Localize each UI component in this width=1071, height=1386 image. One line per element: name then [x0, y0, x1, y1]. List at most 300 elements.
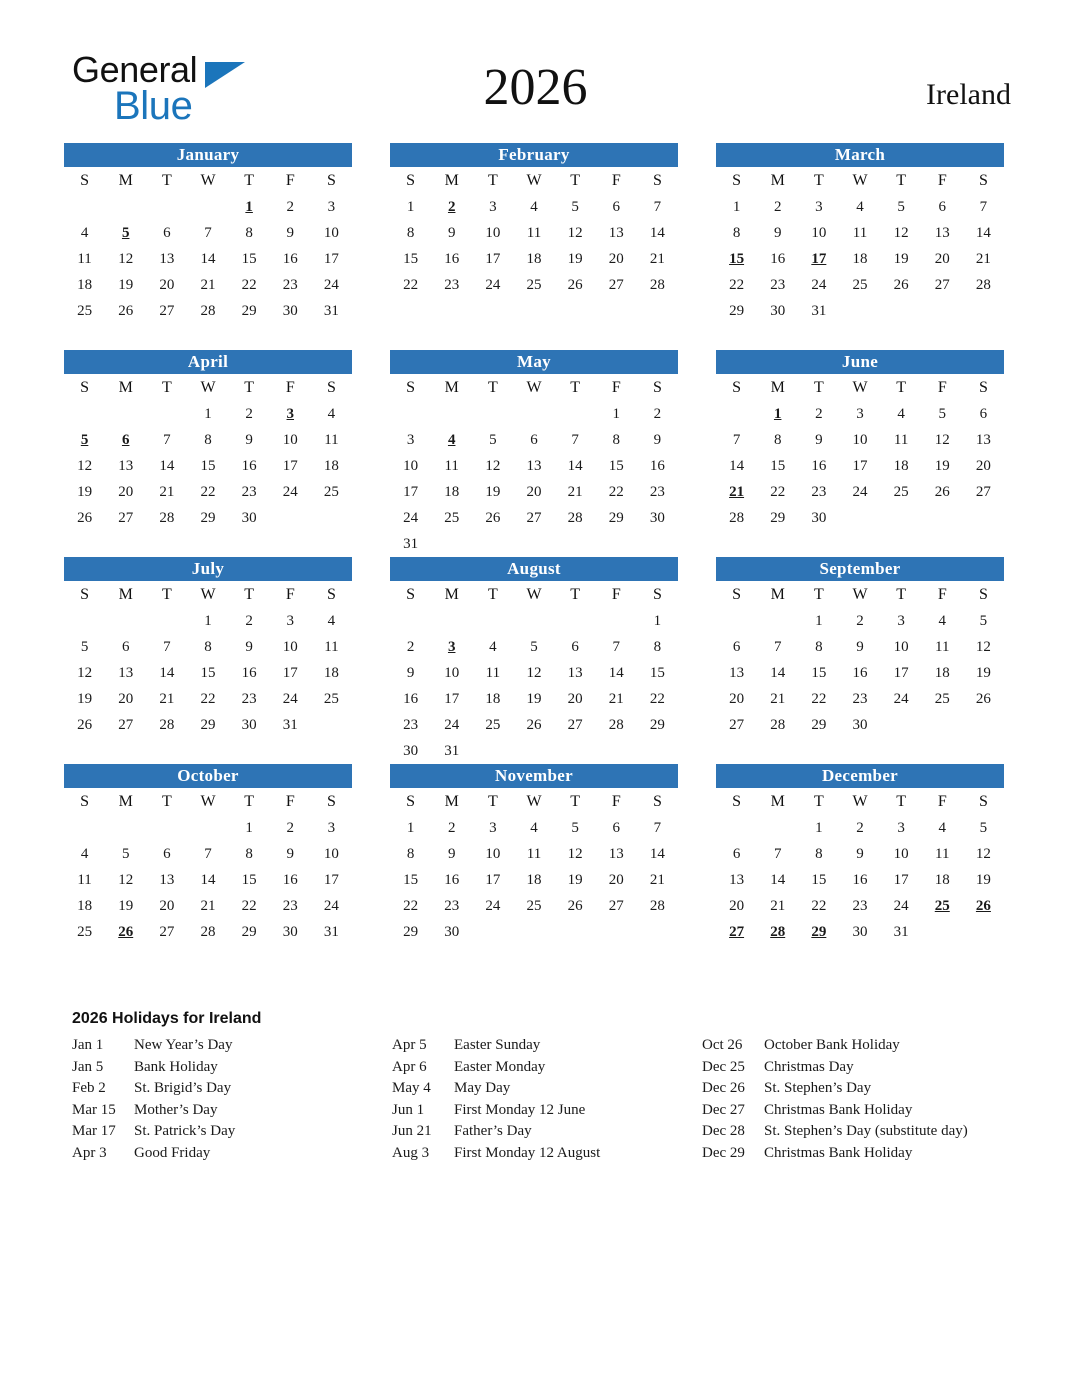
day-cell[interactable]: 19: [118, 897, 134, 914]
day-cell[interactable]: 23: [852, 897, 868, 914]
day-cell[interactable]: 17: [444, 690, 460, 707]
day-cell[interactable]: 20: [526, 483, 542, 500]
day-cell[interactable]: 18: [934, 871, 950, 888]
day-cell[interactable]: 16: [282, 871, 298, 888]
day-cell[interactable]: 20: [975, 457, 991, 474]
day-cell[interactable]: 1: [204, 612, 212, 629]
day-cell[interactable]: 19: [567, 871, 583, 888]
day-cell[interactable]: 12: [485, 457, 501, 474]
day-cell[interactable]: 19: [975, 664, 991, 681]
day-cell[interactable]: 14: [649, 845, 665, 862]
day-cell[interactable]: 24: [282, 483, 298, 500]
day-cell[interactable]: 15: [811, 664, 827, 681]
day-cell[interactable]: 3: [897, 612, 905, 629]
day-cell[interactable]: 28: [200, 302, 216, 319]
day-cell[interactable]: 24: [403, 509, 419, 526]
day-cell[interactable]: 25: [323, 690, 339, 707]
day-cell[interactable]: 17: [323, 871, 339, 888]
day-cell[interactable]: 12: [567, 845, 583, 862]
day-cell-holiday[interactable]: 28: [770, 923, 786, 940]
day-cell[interactable]: 1: [245, 819, 253, 836]
day-cell[interactable]: 9: [815, 431, 823, 448]
day-cell-holiday[interactable]: 2: [447, 198, 456, 215]
day-cell[interactable]: 7: [979, 198, 988, 215]
day-cell[interactable]: 14: [200, 250, 216, 267]
day-cell[interactable]: 10: [323, 845, 339, 862]
day-cell[interactable]: 26: [567, 276, 583, 293]
day-cell[interactable]: 11: [324, 431, 339, 448]
day-cell[interactable]: 11: [444, 457, 459, 474]
day-cell[interactable]: 28: [159, 716, 175, 733]
day-cell[interactable]: 20: [159, 276, 175, 293]
day-cell-holiday[interactable]: 5: [121, 224, 130, 241]
day-cell[interactable]: 7: [612, 638, 621, 655]
day-cell[interactable]: 12: [77, 457, 93, 474]
day-cell[interactable]: 6: [732, 638, 741, 655]
day-cell[interactable]: 22: [770, 483, 786, 500]
day-cell[interactable]: 9: [406, 664, 415, 681]
day-cell[interactable]: 13: [608, 845, 624, 862]
day-cell[interactable]: 7: [773, 845, 782, 862]
day-cell[interactable]: 13: [934, 224, 950, 241]
day-cell[interactable]: 9: [653, 431, 662, 448]
day-cell[interactable]: 7: [653, 198, 662, 215]
day-cell[interactable]: 4: [327, 405, 336, 422]
day-cell[interactable]: 3: [815, 198, 823, 215]
day-cell[interactable]: 2: [286, 819, 295, 836]
day-cell[interactable]: 1: [653, 612, 662, 629]
day-cell[interactable]: 21: [608, 690, 624, 707]
day-cell[interactable]: 28: [649, 897, 665, 914]
day-cell[interactable]: 22: [811, 897, 827, 914]
day-cell[interactable]: 17: [485, 250, 501, 267]
day-cell[interactable]: 19: [975, 871, 991, 888]
day-cell[interactable]: 7: [732, 431, 741, 448]
day-cell[interactable]: 16: [241, 664, 257, 681]
day-cell[interactable]: 4: [938, 612, 947, 629]
day-cell[interactable]: 11: [852, 224, 868, 241]
day-cell[interactable]: 15: [200, 664, 216, 681]
day-cell[interactable]: 17: [282, 664, 298, 681]
day-cell[interactable]: 22: [403, 276, 419, 293]
day-cell[interactable]: 13: [159, 871, 175, 888]
day-cell[interactable]: 20: [608, 250, 624, 267]
day-cell[interactable]: 30: [852, 716, 868, 733]
day-cell[interactable]: 28: [608, 716, 624, 733]
day-cell[interactable]: 20: [159, 897, 175, 914]
day-cell[interactable]: 9: [245, 638, 253, 655]
day-cell[interactable]: 25: [444, 509, 460, 526]
day-cell-holiday[interactable]: 29: [811, 923, 827, 940]
day-cell[interactable]: 19: [567, 250, 583, 267]
day-cell[interactable]: 15: [608, 457, 624, 474]
day-cell[interactable]: 9: [856, 845, 864, 862]
day-cell[interactable]: 20: [729, 897, 745, 914]
day-cell[interactable]: 25: [526, 276, 542, 293]
day-cell[interactable]: 27: [118, 716, 134, 733]
day-cell[interactable]: 5: [938, 405, 947, 422]
day-cell[interactable]: 30: [852, 923, 868, 940]
day-cell[interactable]: 10: [893, 845, 909, 862]
day-cell-holiday[interactable]: 6: [121, 431, 130, 448]
day-cell[interactable]: 21: [567, 483, 583, 500]
day-cell[interactable]: 2: [245, 405, 253, 422]
day-cell[interactable]: 26: [77, 509, 93, 526]
day-cell-holiday[interactable]: 3: [286, 405, 295, 422]
day-cell[interactable]: 2: [856, 819, 864, 836]
day-cell[interactable]: 8: [245, 224, 253, 241]
day-cell[interactable]: 10: [403, 457, 419, 474]
day-cell[interactable]: 22: [241, 276, 257, 293]
day-cell[interactable]: 30: [241, 509, 257, 526]
day-cell[interactable]: 7: [571, 431, 579, 448]
day-cell[interactable]: 21: [649, 871, 665, 888]
day-cell[interactable]: 4: [938, 819, 947, 836]
day-cell[interactable]: 6: [163, 845, 171, 862]
day-cell[interactable]: 6: [571, 638, 579, 655]
day-cell[interactable]: 5: [530, 638, 538, 655]
day-cell[interactable]: 5: [897, 198, 905, 215]
day-cell[interactable]: 13: [526, 457, 542, 474]
day-cell[interactable]: 16: [444, 871, 460, 888]
day-cell[interactable]: 16: [852, 664, 868, 681]
day-cell[interactable]: 3: [489, 819, 497, 836]
day-cell[interactable]: 4: [80, 224, 89, 241]
day-cell[interactable]: 4: [489, 638, 497, 655]
day-cell[interactable]: 4: [530, 198, 538, 215]
day-cell[interactable]: 14: [770, 871, 786, 888]
day-cell[interactable]: 11: [77, 871, 92, 888]
day-cell-holiday[interactable]: 1: [245, 198, 253, 215]
day-cell[interactable]: 7: [204, 224, 212, 241]
day-cell[interactable]: 19: [485, 483, 501, 500]
day-cell[interactable]: 28: [567, 509, 583, 526]
day-cell[interactable]: 16: [241, 457, 257, 474]
day-cell[interactable]: 19: [934, 457, 950, 474]
day-cell[interactable]: 10: [811, 224, 827, 241]
day-cell[interactable]: 24: [282, 690, 298, 707]
day-cell[interactable]: 14: [729, 457, 745, 474]
day-cell[interactable]: 31: [403, 535, 419, 552]
day-cell[interactable]: 29: [241, 923, 257, 940]
day-cell[interactable]: 31: [444, 742, 460, 759]
day-cell[interactable]: 23: [403, 716, 419, 733]
day-cell[interactable]: 11: [526, 845, 542, 862]
day-cell[interactable]: 23: [282, 276, 298, 293]
day-cell[interactable]: 11: [935, 638, 950, 655]
day-cell[interactable]: 30: [649, 509, 665, 526]
day-cell[interactable]: 6: [732, 845, 741, 862]
day-cell[interactable]: 9: [447, 224, 456, 241]
day-cell[interactable]: 25: [526, 897, 542, 914]
day-cell[interactable]: 23: [852, 690, 868, 707]
day-cell[interactable]: 15: [403, 250, 419, 267]
day-cell[interactable]: 3: [327, 819, 336, 836]
day-cell[interactable]: 22: [200, 483, 216, 500]
day-cell[interactable]: 15: [241, 871, 257, 888]
day-cell[interactable]: 6: [979, 405, 988, 422]
day-cell[interactable]: 31: [282, 716, 298, 733]
day-cell[interactable]: 8: [204, 638, 212, 655]
day-cell[interactable]: 24: [811, 276, 827, 293]
day-cell[interactable]: 21: [159, 483, 175, 500]
day-cell[interactable]: 27: [975, 483, 991, 500]
day-cell[interactable]: 30: [282, 302, 298, 319]
day-cell[interactable]: 2: [856, 612, 864, 629]
day-cell[interactable]: 20: [567, 690, 583, 707]
day-cell[interactable]: 25: [934, 690, 950, 707]
day-cell[interactable]: 22: [649, 690, 665, 707]
day-cell-holiday[interactable]: 26: [975, 897, 991, 914]
day-cell[interactable]: 18: [934, 664, 950, 681]
day-cell-holiday[interactable]: 3: [447, 638, 456, 655]
day-cell[interactable]: 8: [612, 431, 621, 448]
day-cell[interactable]: 26: [893, 276, 909, 293]
day-cell[interactable]: 21: [770, 690, 786, 707]
day-cell[interactable]: 28: [975, 276, 991, 293]
day-cell[interactable]: 24: [485, 897, 501, 914]
day-cell[interactable]: 29: [608, 509, 624, 526]
day-cell[interactable]: 21: [770, 897, 786, 914]
day-cell[interactable]: 1: [406, 819, 415, 836]
day-cell[interactable]: 7: [773, 638, 782, 655]
day-cell[interactable]: 30: [444, 923, 460, 940]
day-cell[interactable]: 27: [608, 276, 624, 293]
day-cell[interactable]: 23: [649, 483, 665, 500]
day-cell[interactable]: 30: [403, 742, 419, 759]
day-cell[interactable]: 22: [403, 897, 419, 914]
day-cell[interactable]: 26: [526, 716, 542, 733]
day-cell[interactable]: 8: [653, 638, 662, 655]
day-cell[interactable]: 6: [163, 224, 171, 241]
day-cell[interactable]: 9: [245, 431, 253, 448]
day-cell[interactable]: 19: [526, 690, 542, 707]
day-cell[interactable]: 17: [323, 250, 339, 267]
day-cell[interactable]: 18: [323, 457, 339, 474]
day-cell[interactable]: 23: [811, 483, 827, 500]
day-cell[interactable]: 16: [770, 250, 786, 267]
day-cell[interactable]: 12: [975, 845, 991, 862]
day-cell[interactable]: 9: [773, 224, 782, 241]
day-cell[interactable]: 28: [770, 716, 786, 733]
day-cell[interactable]: 25: [893, 483, 909, 500]
day-cell[interactable]: 7: [204, 845, 212, 862]
day-cell[interactable]: 17: [485, 871, 501, 888]
day-cell[interactable]: 10: [485, 224, 501, 241]
day-cell[interactable]: 21: [649, 250, 665, 267]
day-cell[interactable]: 2: [653, 405, 662, 422]
day-cell[interactable]: 1: [815, 612, 823, 629]
day-cell[interactable]: 5: [571, 819, 579, 836]
day-cell[interactable]: 10: [485, 845, 501, 862]
day-cell[interactable]: 17: [893, 664, 909, 681]
day-cell[interactable]: 28: [200, 923, 216, 940]
day-cell[interactable]: 24: [444, 716, 460, 733]
day-cell[interactable]: 26: [975, 690, 991, 707]
day-cell[interactable]: 22: [200, 690, 216, 707]
day-cell[interactable]: 29: [729, 302, 745, 319]
day-cell[interactable]: 29: [241, 302, 257, 319]
day-cell-holiday[interactable]: 17: [811, 250, 827, 267]
day-cell[interactable]: 16: [649, 457, 665, 474]
day-cell[interactable]: 3: [489, 198, 497, 215]
day-cell[interactable]: 29: [811, 716, 827, 733]
day-cell[interactable]: 18: [526, 871, 542, 888]
day-cell[interactable]: 26: [118, 302, 134, 319]
day-cell[interactable]: 22: [811, 690, 827, 707]
day-cell[interactable]: 21: [159, 690, 175, 707]
day-cell[interactable]: 8: [773, 431, 782, 448]
day-cell[interactable]: 10: [852, 431, 868, 448]
day-cell[interactable]: 13: [729, 871, 745, 888]
day-cell[interactable]: 20: [118, 483, 134, 500]
day-cell[interactable]: 3: [856, 405, 864, 422]
day-cell[interactable]: 17: [893, 871, 909, 888]
day-cell[interactable]: 12: [567, 224, 583, 241]
day-cell[interactable]: 1: [612, 405, 621, 422]
day-cell[interactable]: 13: [729, 664, 745, 681]
day-cell[interactable]: 4: [897, 405, 905, 422]
day-cell[interactable]: 31: [893, 923, 909, 940]
day-cell[interactable]: 25: [323, 483, 339, 500]
day-cell[interactable]: 13: [608, 224, 624, 241]
day-cell[interactable]: 7: [163, 638, 171, 655]
day-cell[interactable]: 31: [323, 923, 339, 940]
day-cell[interactable]: 7: [653, 819, 662, 836]
day-cell[interactable]: 3: [286, 612, 295, 629]
day-cell[interactable]: 13: [975, 431, 991, 448]
day-cell[interactable]: 8: [204, 431, 212, 448]
day-cell[interactable]: 14: [159, 664, 175, 681]
day-cell[interactable]: 2: [245, 612, 253, 629]
day-cell[interactable]: 19: [77, 483, 93, 500]
day-cell[interactable]: 14: [159, 457, 175, 474]
day-cell[interactable]: 15: [200, 457, 216, 474]
day-cell[interactable]: 30: [241, 716, 257, 733]
day-cell[interactable]: 12: [934, 431, 950, 448]
day-cell[interactable]: 23: [241, 690, 257, 707]
day-cell[interactable]: 20: [934, 250, 950, 267]
day-cell[interactable]: 1: [815, 819, 823, 836]
day-cell[interactable]: 12: [526, 664, 542, 681]
day-cell[interactable]: 13: [567, 664, 583, 681]
day-cell[interactable]: 27: [608, 897, 624, 914]
day-cell[interactable]: 10: [323, 224, 339, 241]
day-cell[interactable]: 6: [612, 819, 621, 836]
day-cell[interactable]: 9: [286, 224, 295, 241]
day-cell[interactable]: 17: [403, 483, 419, 500]
day-cell[interactable]: 28: [649, 276, 665, 293]
day-cell[interactable]: 5: [489, 431, 497, 448]
day-cell[interactable]: 24: [893, 690, 909, 707]
day-cell[interactable]: 26: [77, 716, 93, 733]
day-cell[interactable]: 10: [282, 431, 298, 448]
day-cell[interactable]: 7: [163, 431, 171, 448]
day-cell[interactable]: 6: [612, 198, 621, 215]
day-cell[interactable]: 19: [77, 690, 93, 707]
day-cell[interactable]: 5: [979, 819, 988, 836]
day-cell[interactable]: 12: [118, 871, 134, 888]
day-cell[interactable]: 4: [80, 845, 89, 862]
day-cell[interactable]: 24: [323, 897, 339, 914]
day-cell[interactable]: 25: [77, 302, 93, 319]
day-cell[interactable]: 23: [770, 276, 786, 293]
day-cell[interactable]: 26: [485, 509, 501, 526]
day-cell[interactable]: 2: [447, 819, 456, 836]
day-cell[interactable]: 23: [282, 897, 298, 914]
day-cell[interactable]: 21: [200, 276, 216, 293]
day-cell[interactable]: 10: [282, 638, 298, 655]
day-cell[interactable]: 11: [935, 845, 950, 862]
day-cell[interactable]: 27: [934, 276, 950, 293]
day-cell[interactable]: 13: [118, 664, 134, 681]
day-cell[interactable]: 10: [893, 638, 909, 655]
day-cell[interactable]: 29: [200, 509, 216, 526]
day-cell[interactable]: 14: [200, 871, 216, 888]
day-cell[interactable]: 3: [327, 198, 336, 215]
day-cell[interactable]: 16: [444, 250, 460, 267]
day-cell[interactable]: 15: [770, 457, 786, 474]
day-cell[interactable]: 16: [811, 457, 827, 474]
day-cell[interactable]: 1: [406, 198, 415, 215]
day-cell[interactable]: 3: [897, 819, 905, 836]
day-cell[interactable]: 8: [815, 638, 823, 655]
day-cell[interactable]: 26: [934, 483, 950, 500]
day-cell[interactable]: 19: [118, 276, 134, 293]
day-cell[interactable]: 23: [444, 897, 460, 914]
day-cell[interactable]: 4: [856, 198, 864, 215]
day-cell[interactable]: 16: [852, 871, 868, 888]
day-cell[interactable]: 11: [77, 250, 92, 267]
day-cell[interactable]: 16: [282, 250, 298, 267]
day-cell[interactable]: 12: [118, 250, 134, 267]
day-cell-holiday[interactable]: 5: [80, 431, 89, 448]
day-cell[interactable]: 21: [200, 897, 216, 914]
day-cell[interactable]: 22: [608, 483, 624, 500]
day-cell[interactable]: 31: [323, 302, 339, 319]
day-cell[interactable]: 4: [530, 819, 538, 836]
day-cell[interactable]: 18: [444, 483, 460, 500]
day-cell[interactable]: 6: [530, 431, 538, 448]
day-cell-holiday[interactable]: 15: [729, 250, 745, 267]
day-cell[interactable]: 6: [938, 198, 947, 215]
day-cell[interactable]: 15: [241, 250, 257, 267]
day-cell[interactable]: 13: [118, 457, 134, 474]
day-cell-holiday[interactable]: 25: [934, 897, 950, 914]
day-cell[interactable]: 12: [975, 638, 991, 655]
day-cell[interactable]: 14: [975, 224, 991, 241]
day-cell[interactable]: 3: [406, 431, 415, 448]
day-cell[interactable]: 24: [323, 276, 339, 293]
day-cell[interactable]: 21: [975, 250, 991, 267]
day-cell[interactable]: 2: [773, 198, 782, 215]
day-cell[interactable]: 17: [282, 457, 298, 474]
day-cell-holiday[interactable]: 26: [118, 923, 134, 940]
day-cell[interactable]: 29: [649, 716, 665, 733]
day-cell[interactable]: 30: [282, 923, 298, 940]
day-cell[interactable]: 4: [327, 612, 336, 629]
day-cell[interactable]: 8: [406, 845, 415, 862]
day-cell[interactable]: 27: [567, 716, 583, 733]
day-cell[interactable]: 2: [406, 638, 415, 655]
day-cell[interactable]: 9: [447, 845, 456, 862]
day-cell[interactable]: 29: [770, 509, 786, 526]
day-cell[interactable]: 27: [118, 509, 134, 526]
day-cell[interactable]: 27: [159, 923, 175, 940]
day-cell[interactable]: 29: [403, 923, 419, 940]
day-cell[interactable]: 29: [200, 716, 216, 733]
day-cell[interactable]: 1: [732, 198, 741, 215]
